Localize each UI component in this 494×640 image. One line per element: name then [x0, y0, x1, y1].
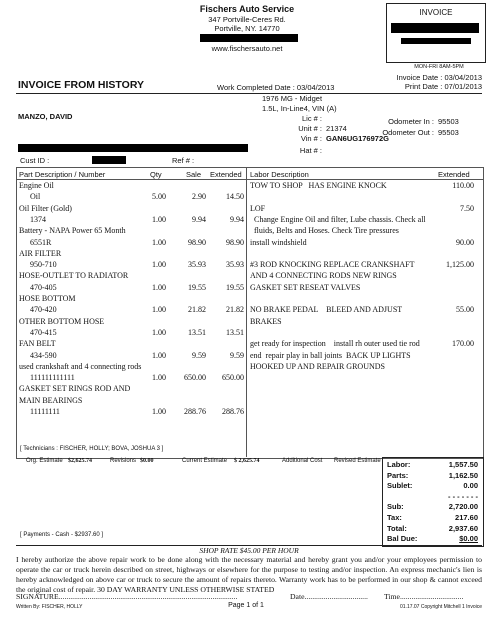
- part-row-description: 434-590: [30, 350, 57, 360]
- customer-name: MANZO, DAVID: [18, 112, 73, 121]
- totals-value: 217.60: [455, 513, 478, 522]
- totals-value: 0.00: [463, 481, 478, 491]
- signature-time-line: Time.................................: [384, 592, 464, 601]
- revised-estimate-label: Revised Estimate: [334, 458, 381, 464]
- labor-row-extended: 170.00: [452, 339, 474, 349]
- labor-row-extended: 1,125.00: [446, 260, 474, 270]
- copyright: 01.17.07 Copyright Mitchell 1 Invoice: [400, 604, 482, 610]
- part-row-sale: 2.90: [192, 192, 206, 202]
- odometer-in-label: Odometer In :: [388, 117, 434, 126]
- revisions-value: $0.00: [140, 458, 154, 464]
- part-row-description: GASKET SET RINGS ROD AND: [19, 384, 131, 394]
- current-estimate-value: $ 2,625.74: [234, 458, 260, 464]
- part-row-description: used crankshaft and 4 connecting rods: [19, 361, 142, 371]
- part-row-sale: 35.93: [188, 260, 206, 270]
- work-completed-date: Work Completed Date : 03/04/2013: [217, 83, 335, 92]
- part-row-ext: 14.50: [226, 192, 244, 202]
- redacted-invoice-sub: [401, 38, 471, 44]
- parts-col-header: Part Description / Number: [19, 170, 106, 179]
- part-row-description: HOSE-OUTLET TO RADIATOR: [19, 271, 129, 281]
- totals-label: Tax:: [387, 513, 402, 522]
- invoice-label: INVOICE: [419, 8, 453, 17]
- labor-row-extended: 110.00: [452, 181, 474, 190]
- part-row-ext: 9.94: [230, 214, 244, 224]
- totals-value: 1,162.50: [448, 470, 478, 480]
- part-row-qty: 1.00: [152, 214, 166, 224]
- shop-website: www.fischersauto.net: [211, 44, 283, 53]
- part-row-description: Oil: [30, 192, 41, 202]
- totals-value: $0.00: [459, 534, 478, 544]
- part-row-qty: 1.00: [152, 260, 166, 270]
- odometer-out-label: Odometer Out :: [382, 128, 434, 137]
- parts-labor-divider: [246, 167, 247, 457]
- totals-value: - - - - - - -: [448, 491, 478, 501]
- part-row-description: MAIN BEARINGS: [19, 395, 83, 405]
- part-row-qty: 1.00: [152, 282, 166, 292]
- part-row-qty: 1.00: [152, 327, 166, 337]
- part-row-sale: 13.51: [188, 327, 206, 337]
- odometer-out-value: 95503: [438, 128, 459, 137]
- labor-row-description: GASKET SET RESEAT VALVES: [250, 282, 361, 292]
- totals-label: Sublet:: [387, 481, 413, 491]
- print-date: Print Date : 07/01/2013: [404, 82, 482, 91]
- current-estimate-label: Current Estimate: [182, 458, 228, 464]
- estimate-row: [16, 457, 382, 467]
- odometer-in-value: 95503: [438, 117, 459, 126]
- part-row-ext: 288.76: [222, 407, 244, 416]
- vin-label: Vin # :: [300, 134, 322, 143]
- labor-row-description: LOF: [250, 203, 266, 213]
- part-row-description: 470-420: [30, 305, 57, 315]
- labor-row-description: AND 4 CONNECTING RODS NEW RINGS: [250, 271, 397, 281]
- shop-hours: MON-FRI 8AM-5PM: [414, 64, 464, 70]
- redacted-cust-id: [92, 156, 126, 164]
- lic-label: Lic # :: [301, 114, 322, 123]
- invoice-number-box: [386, 3, 486, 63]
- part-row-description: 950-710: [30, 260, 57, 270]
- labor-row-description: end repair play in ball joints BACK UP LIGHTS: [250, 350, 411, 360]
- part-row-description: 6551R: [30, 237, 52, 247]
- part-row-description: 111111111111: [30, 373, 75, 383]
- unit-value: 21374: [326, 124, 347, 133]
- shop-address-line2: Portville, NY. 14770: [214, 24, 280, 33]
- signature-date-line: Date.................................: [290, 592, 368, 601]
- labor-row-description: BRAKES: [250, 316, 282, 326]
- page-number: Page 1 of 1: [228, 602, 264, 609]
- revisions-label: Revisions: [110, 458, 137, 464]
- signature-line: SIGNATURE.............................................................................................: [16, 592, 238, 601]
- shop-address-line1: 347 Portville-Ceres Rd.: [208, 15, 286, 24]
- part-row-sale: 9.94: [192, 214, 206, 224]
- labor-row-extended: 90.00: [456, 237, 474, 247]
- written-by: Written By: FISCHER, HOLLY: [16, 604, 83, 610]
- part-row-description: 470-405: [30, 282, 57, 292]
- redacted-customer-address: [18, 144, 248, 152]
- part-row-description: Battery - NAPA Power 65 Month: [19, 226, 126, 236]
- part-row-description: Oil Filter (Gold): [19, 203, 72, 213]
- part-row-description: Engine Oil: [19, 181, 54, 190]
- shop-rate: SHOP RATE $45.00 PER HOUR: [199, 546, 299, 555]
- part-row-qty: 5.00: [152, 192, 166, 202]
- part-row-sale: 9.59: [192, 350, 206, 360]
- part-row-description: FAN BELT: [19, 339, 56, 349]
- redacted-phone: [200, 34, 298, 42]
- part-row-sale: 650.00: [184, 373, 206, 383]
- part-row-ext: 98.90: [226, 237, 244, 247]
- part-row-sale: 288.76: [184, 407, 206, 416]
- part-row-qty: 1.00: [152, 373, 166, 383]
- part-row-description: OTHER BOTTOM HOSE: [19, 316, 105, 326]
- totals-label: Bal Due:: [387, 534, 418, 544]
- labor-row-description: NO BRAKE PEDAL BLEED AND ADJUST: [250, 305, 403, 315]
- part-row-sale: 19.55: [188, 282, 206, 292]
- redacted-invoice-number: [391, 23, 479, 33]
- labor-row-description: Change Engine Oil and filter, Lube chassis. Check all: [250, 214, 426, 224]
- part-row-ext: 35.93: [226, 260, 244, 270]
- labor-row-description: fluids, Belts and Hoses. Check Tire pressures: [250, 226, 399, 236]
- totals-label: Total:: [387, 523, 407, 533]
- part-row-description: AIR FILTER: [19, 248, 62, 258]
- labor-row-description: TOW TO SHOP HAS ENGINE KNOCK: [250, 181, 387, 190]
- page-title: INVOICE FROM HISTORY: [18, 79, 145, 91]
- payments: [ Payments - Cash - $2937.60 ]: [20, 532, 104, 538]
- totals-label: Labor:: [387, 460, 411, 469]
- part-row-sale: 98.90: [188, 237, 206, 247]
- part-row-description: 470-415: [30, 327, 57, 337]
- totals-value: 2,937.60: [448, 523, 478, 533]
- part-row-description: 1374: [30, 214, 46, 224]
- shop-name: Fischers Auto Service: [199, 4, 295, 14]
- labor-row-description: install windshield: [250, 237, 307, 247]
- part-row-ext: 19.55: [226, 282, 244, 292]
- totals-label: Sub:: [387, 502, 404, 512]
- labor-extended-col-header: Extended: [438, 170, 470, 179]
- vehicle-model: 1976 MG - Midget: [262, 94, 323, 103]
- unit-label: Unit # :: [298, 124, 322, 133]
- extended-col-header: Extended: [210, 170, 242, 179]
- part-row-description: HOSE BOTTOM: [19, 294, 76, 303]
- labor-row-description: get ready for inspection install rh outer used tie rod: [250, 339, 420, 349]
- part-row-qty: 1.00: [152, 305, 166, 315]
- technicians: [ Technicians : FISCHER, HOLLY; BOVA, JOSHUA 3 ]: [20, 446, 164, 452]
- orig-estimate-label: Org. Estimate: [26, 458, 63, 464]
- part-row-ext: 650.00: [222, 373, 244, 383]
- hat-label: Hat # :: [299, 146, 322, 155]
- part-row-description: 11111111: [30, 407, 60, 416]
- orig-estimate-value: $2,625.74: [68, 458, 92, 464]
- qty-col-header: Qty: [150, 170, 162, 179]
- additional-cost-label: Additional Cost: [282, 458, 323, 464]
- header-divider: [16, 93, 482, 94]
- labor-row-extended: 55.00: [456, 305, 474, 315]
- totals-value: 2,720.00: [448, 502, 478, 512]
- vin-value: GAN6UG176972G: [326, 134, 389, 143]
- authorization-text: I hereby authorize the above repair work to be done along with the necessary material and hereby grant you and/or your employees permission to operate the car or truck herein described on street, highways or elsewhere for the purpose to testing and/or inspection. An express mechanic's lien is hereby acknowledged on above car or truck to secure the amount of repairs thereto. Warranty work has to be performed in our shop & cannot exceed the original cost of repair. 30 DAY WARRANTY UNLESS OTHERWISE STATED: [16, 555, 482, 594]
- part-row-qty: 1.00: [152, 237, 166, 247]
- cust-id-label: Cust ID :: [20, 156, 50, 165]
- labor-row-description: #3 ROD KNOCKING REPLACE CRANKSHAFT: [250, 260, 415, 270]
- part-row-qty: 1.00: [152, 350, 166, 360]
- table-header-divider: [16, 179, 483, 180]
- invoice-date: Invoice Date : 03/04/2013: [396, 73, 482, 82]
- part-row-ext: 9.59: [230, 350, 244, 360]
- ref-label: Ref # :: [172, 156, 195, 165]
- labor-row-description: HOOKED UP AND REPAIR GROUNDS: [250, 361, 385, 371]
- sale-col-header: Sale: [186, 170, 202, 179]
- part-row-qty: 1.00: [152, 407, 166, 416]
- part-row-ext: 21.82: [226, 305, 244, 315]
- labor-row-extended: 7.50: [460, 203, 474, 213]
- totals-value: 1,557.50: [448, 460, 478, 469]
- totals-label: Parts:: [387, 470, 409, 480]
- part-row-sale: 21.82: [188, 305, 206, 315]
- part-row-ext: 13.51: [226, 327, 244, 337]
- labor-col-header: Labor Description: [250, 170, 309, 179]
- vehicle-engine: 1.5L, In-Line4, VIN (A): [262, 104, 337, 113]
